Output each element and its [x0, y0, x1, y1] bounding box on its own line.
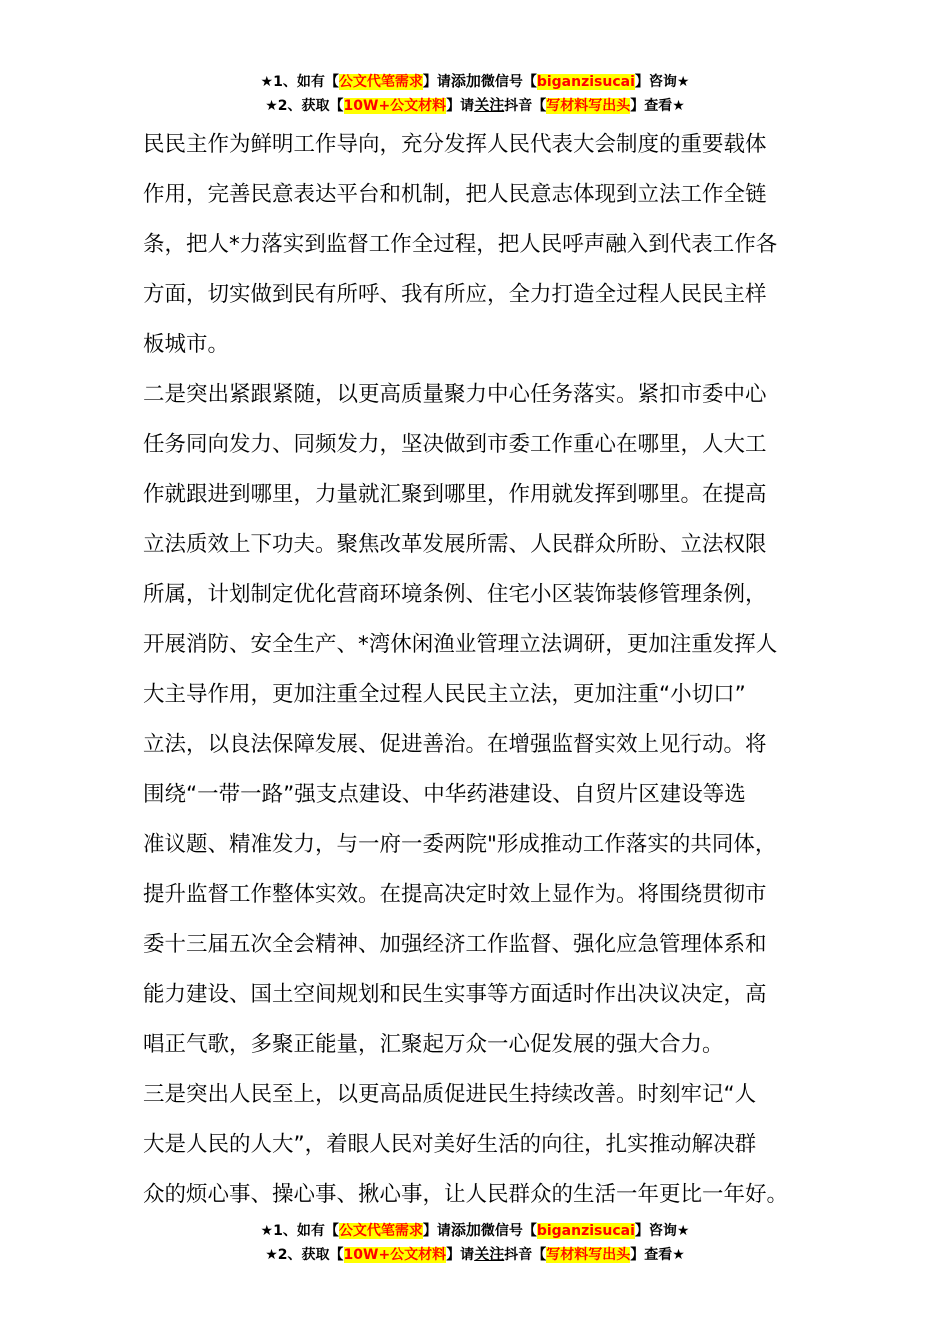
ad-highlight-wechat-id: biganzisucai — [536, 1223, 635, 1239]
body-line: 方面，切实做到民有所呼、我有所应，全力打造全过程人民民主样 — [143, 282, 767, 307]
body-line: 条，把人*力落实到监督工作全过程，把人民呼声融入到代表工作各 — [143, 232, 778, 257]
body-line: 板城市。 — [143, 332, 230, 357]
body-line: 作就跟进到哪里，力量就汇聚到哪里，作用就发挥到哪里。在提高 — [143, 482, 767, 507]
ad-text: 】请 — [422, 74, 451, 90]
body-line: 三是突出人民至上，以更高品质促进民生持续改善。时刻牢记“人 — [143, 1082, 757, 1107]
body-line: 提升监督工作整体实效。在提高决定时效上显作为。将围绕贯彻市 — [143, 882, 767, 907]
ad-text: 微信号【 — [480, 74, 537, 90]
body-line: 大是人民的人大”，着眼人民对美好生活的向往，扎实推动解决群 — [143, 1132, 757, 1157]
ad-text: 微信号【 — [480, 1223, 537, 1239]
ad-prefix: 2、获取【 — [277, 1247, 344, 1263]
header-ad-line-1 — [0, 70, 950, 93]
body-line: 民民主作为鲜明工作导向，充分发挥人民代表大会制度的重要载体 — [143, 132, 767, 157]
ad-text: 】请 — [446, 1247, 475, 1263]
star-icon: ★ — [672, 98, 685, 114]
body-line: 立法质效上下功夫。聚焦改革发展所需、人民群众所盼、立法权限 — [143, 532, 767, 557]
ad-emphasis: 添加 — [450, 1221, 481, 1239]
ad-highlight-materials: 10W+公文材料 — [343, 1247, 447, 1263]
body-line: 能力建设、国土空间规划和民生实事等方面适时作出决议决定，高 — [143, 982, 767, 1007]
star-icon: ★ — [260, 74, 274, 90]
body-line: 二是突出紧跟紧随，以更高质量聚力中心任务落实。紧扣市委中心 — [143, 382, 767, 407]
ad-text: 抖音【 — [504, 98, 547, 114]
ad-prefix: 2、获取【 — [277, 98, 344, 114]
body-line: 所属，计划制定优化营商环境条例、住宅小区装饰装修管理条例， — [143, 582, 767, 607]
body-line: 立法，以良法保障发展、促进善治。在增强监督实效上见行动。将 — [143, 732, 767, 757]
star-icon: ★ — [260, 1223, 274, 1239]
star-icon: ★ — [265, 98, 278, 114]
ad-emphasis: 添加 — [450, 72, 481, 90]
ad-highlight-materials: 10W+公文材料 — [343, 98, 447, 114]
header-ad-line-2 — [0, 94, 950, 117]
star-icon: ★ — [672, 1247, 685, 1263]
ad-emphasis: 关注 — [474, 96, 505, 114]
ad-text: 】请 — [422, 1223, 451, 1239]
ad-prefix: 1、如有【 — [273, 1223, 339, 1239]
body-line: 任务同向发力、同频发力，坚决做到市委工作重心在哪里，人大工 — [143, 432, 767, 457]
footer-ad-line-1 — [0, 1219, 950, 1242]
star-icon: ★ — [676, 1223, 690, 1239]
ad-suffix: 】查看 — [630, 1247, 673, 1263]
ad-highlight-douyin: 写材料写出头 — [546, 98, 631, 114]
star-icon: ★ — [676, 74, 690, 90]
body-line: 唱正气歌，多聚正能量，汇聚起万众一心促发展的强大合力。 — [143, 1032, 724, 1057]
star-icon: ★ — [265, 1247, 278, 1263]
body-line: 开展消防、安全生产、*湾休闲渔业管理立法调研，更加注重发挥人 — [143, 632, 778, 657]
ad-highlight-douyin: 写材料写出头 — [546, 1247, 631, 1263]
ad-text: 抖音【 — [504, 1247, 547, 1263]
body-line: 委十三届五次全会精神、加强经济工作监督、强化应急管理体系和 — [143, 932, 767, 957]
ad-prefix: 1、如有【 — [273, 74, 339, 90]
ad-suffix: 】查看 — [630, 98, 673, 114]
document-body — [143, 120, 823, 1220]
body-line: 作用，完善民意表达平台和机制，把人民意志体现到立法工作全链 — [143, 182, 767, 207]
ad-highlight-service: 公文代笔需求 — [338, 74, 423, 90]
ad-suffix: 】咨询 — [634, 1223, 677, 1239]
ad-suffix: 】咨询 — [634, 74, 677, 90]
ad-highlight-service: 公文代笔需求 — [338, 1223, 423, 1239]
ad-emphasis: 关注 — [474, 1245, 505, 1263]
body-line: 众的烦心事、操心事、揪心事，让人民群众的生活一年更比一年好。 — [143, 1182, 789, 1207]
body-line: 准议题、精准发力，与一府一委两院"形成推动工作落实的共同体， — [143, 832, 777, 857]
ad-highlight-wechat-id: biganzisucai — [536, 74, 635, 90]
body-line: 大主导作用，更加注重全过程人民民主立法，更加注重“小切口” — [143, 682, 746, 707]
body-line: 围绕“一带一路”强支点建设、中华药港建设、自贸片区建设等选 — [143, 782, 746, 807]
footer-ad-line-2 — [0, 1243, 950, 1266]
ad-text: 】请 — [446, 98, 475, 114]
